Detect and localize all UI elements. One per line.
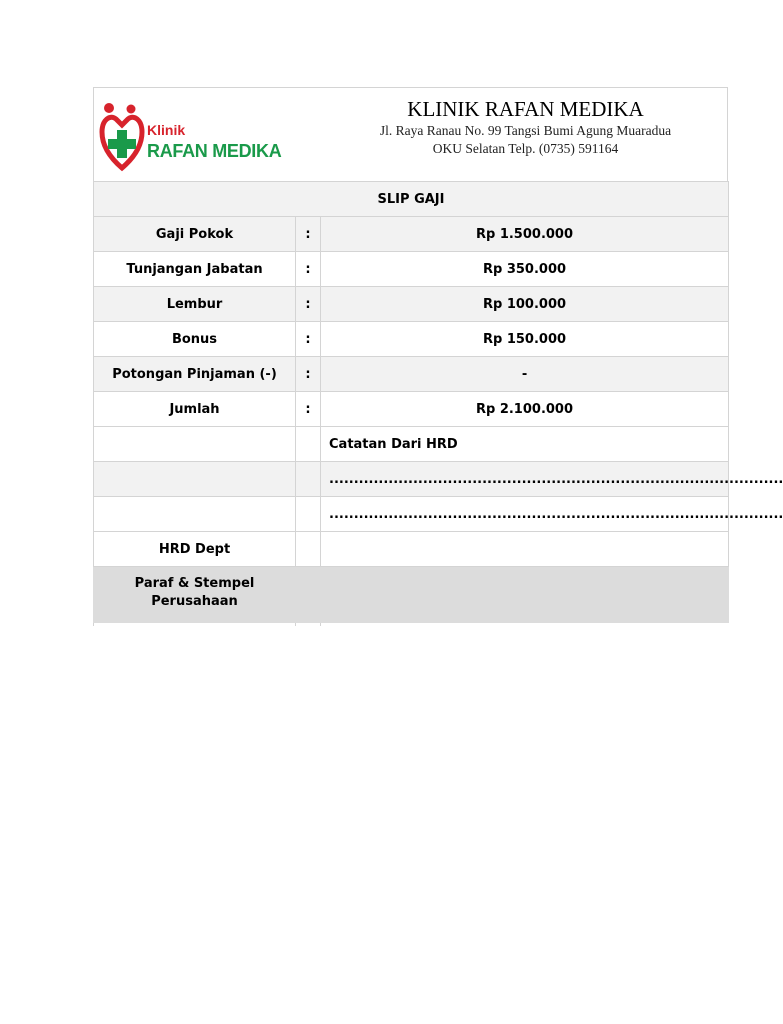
notes-line-1: ............................................................................................ [321,462,729,497]
slip-header [93,87,728,181]
clinic-info [324,96,727,158]
empty-cell [94,427,296,462]
logo-text-klinik: Klinik [147,122,186,138]
row-label-lembur: Lembur [94,287,296,322]
hrd-signature-area [321,532,729,567]
stamp-label-line1: Paraf & Stempel [134,575,255,591]
table-row [94,497,729,532]
hrd-dept-label: HRD Dept [94,532,296,567]
logo-text-name: RAFAN MEDIKA [147,141,282,161]
stamp-area [296,567,729,623]
row-colon: : [296,217,321,252]
clinic-name: KLINIK RAFAN MEDIKA [407,97,644,121]
salary-slip [93,87,783,626]
empty-cell [296,497,321,532]
table-row [94,322,729,357]
row-colon: : [296,392,321,427]
row-label-potongan: Potongan Pinjaman (-) [94,357,296,392]
empty-cell [296,427,321,462]
table-tail [93,623,728,626]
empty-cell [296,462,321,497]
row-value-gaji-pokok: Rp 1.500.000 [321,217,729,252]
table-row [94,427,729,462]
tail-line [295,623,296,626]
row-label-jumlah: Jumlah [94,392,296,427]
row-colon: : [296,287,321,322]
notes-line-2: ............................................................................................ [321,497,729,532]
table-row [94,287,729,322]
row-colon: : [296,322,321,357]
row-value-lembur: Rp 100.000 [321,287,729,322]
tail-line [320,623,321,626]
tail-line [93,623,94,626]
stamp-label [94,567,296,623]
table-row [94,217,729,252]
salary-table [93,181,783,623]
table-row [94,357,729,392]
heart-cross-icon [100,100,146,170]
row-label-gaji-pokok: Gaji Pokok [94,217,296,252]
row-label-tunjangan: Tunjangan Jabatan [94,252,296,287]
stamp-row [94,567,729,623]
row-colon: : [296,357,321,392]
row-value-jumlah: Rp 2.100.000 [321,392,729,427]
table-row [94,462,729,497]
row-value-bonus: Rp 150.000 [321,322,729,357]
empty-cell [94,497,296,532]
empty-cell [94,462,296,497]
row-value-tunjangan: Rp 350.000 [321,252,729,287]
row-value-potongan: - [321,357,729,392]
stamp-label-line2: Perusahaan [151,593,238,609]
clinic-logo [100,100,282,170]
row-colon: : [296,252,321,287]
slip-title-row [94,182,729,217]
row-label-bonus: Bonus [94,322,296,357]
table-row [94,392,729,427]
clinic-address-line2: OKU Selatan Telp. (0735) 591164 [432,141,619,156]
table-row [94,532,729,567]
table-row [94,252,729,287]
clinic-address-line1: Jl. Raya Ranau No. 99 Tangsi Bumi Agung Muaradua [379,123,672,138]
slip-title: SLIP GAJI [94,182,729,217]
notes-title: Catatan Dari HRD [321,427,729,462]
empty-cell [296,532,321,567]
